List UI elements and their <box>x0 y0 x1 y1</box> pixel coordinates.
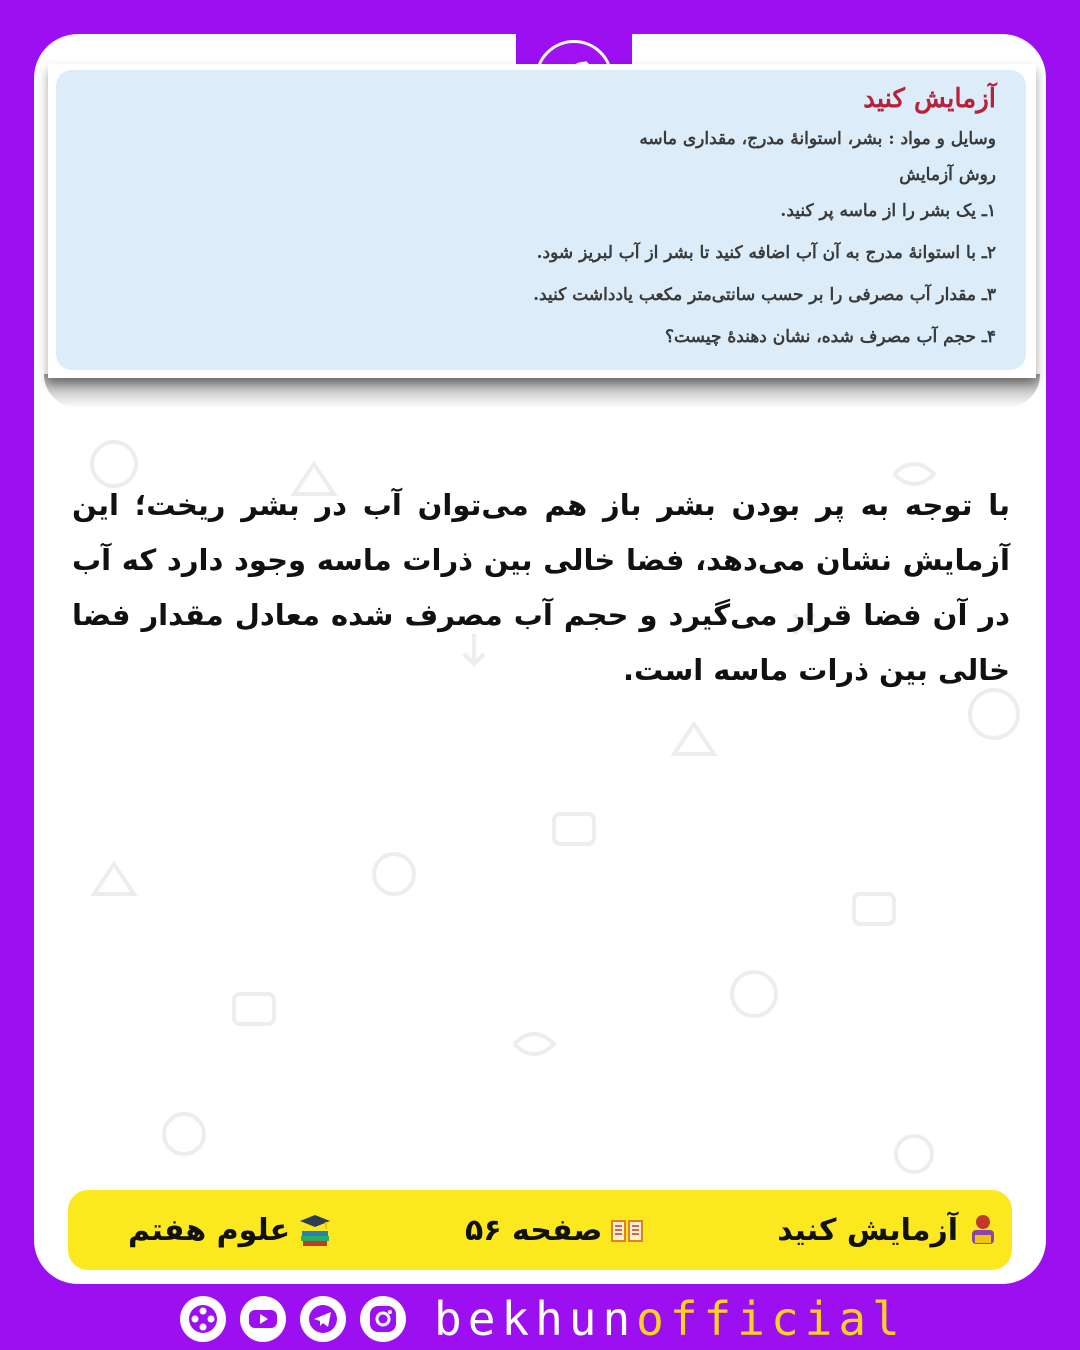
footer-subject-label: علوم هفتم <box>128 1212 291 1248</box>
film-reel-icon[interactable] <box>180 1296 226 1342</box>
textbook-panel <box>56 70 1026 370</box>
telegram-icon[interactable] <box>300 1296 346 1342</box>
youtube-icon[interactable] <box>240 1296 286 1342</box>
footer-topic <box>777 1211 1002 1249</box>
textbook-title: آزمایش کنید <box>863 84 996 114</box>
step-1: ۱ـ یک بشر را از ماسه پر کنید. <box>780 201 996 221</box>
step-3: ۳ـ مقدار آب مصرفی را بر حسب سانتی‌متر مکعب یادداشت کنید. <box>533 285 996 305</box>
method-heading: روش آزمایش <box>899 165 996 185</box>
answer-text: با توجه به پر بودن بشر باز هم می‌توان آب در بشر ریخت؛ این آزمایش نشان می‌دهد، فضا خالی بین ذرات ماسه وجود دارد که آب در آن فضا قرار می‌گیرد و حجم آب مصرف شده معادل مقدار فضا خالی بین ذرات ماسه است. <box>72 488 1010 687</box>
step-2: ۲ـ با استوانهٔ مدرج به آن آب اضافه کنید تا بشر از آب لبریز شود. <box>536 243 996 263</box>
textbook-excerpt <box>48 64 1036 378</box>
textbook-shadow <box>44 374 1040 408</box>
social-bar <box>180 1292 906 1346</box>
graduation-books-icon <box>296 1211 334 1249</box>
brand-handle-part1: bekhun <box>434 1292 637 1346</box>
instagram-icon[interactable] <box>360 1296 406 1342</box>
footer-topic-label: آزمایش کنید <box>777 1212 958 1248</box>
footer-page-label: صفحه ۵۶ <box>464 1212 603 1248</box>
teacher-icon <box>964 1211 1002 1249</box>
brand-handle-part2: official <box>636 1292 906 1346</box>
step-4: ۴ـ حجم آب مصرف شده، نشان دهندهٔ چیست؟ <box>664 327 996 347</box>
footer-page <box>465 1211 646 1249</box>
footer-subject <box>128 1211 334 1249</box>
materials-line: وسایل و مواد : بشر، استوانهٔ مدرج، مقداری ماسه <box>639 129 996 149</box>
footer-bar <box>68 1190 1012 1270</box>
brand-handle <box>434 1292 906 1346</box>
open-book-icon <box>608 1211 646 1249</box>
